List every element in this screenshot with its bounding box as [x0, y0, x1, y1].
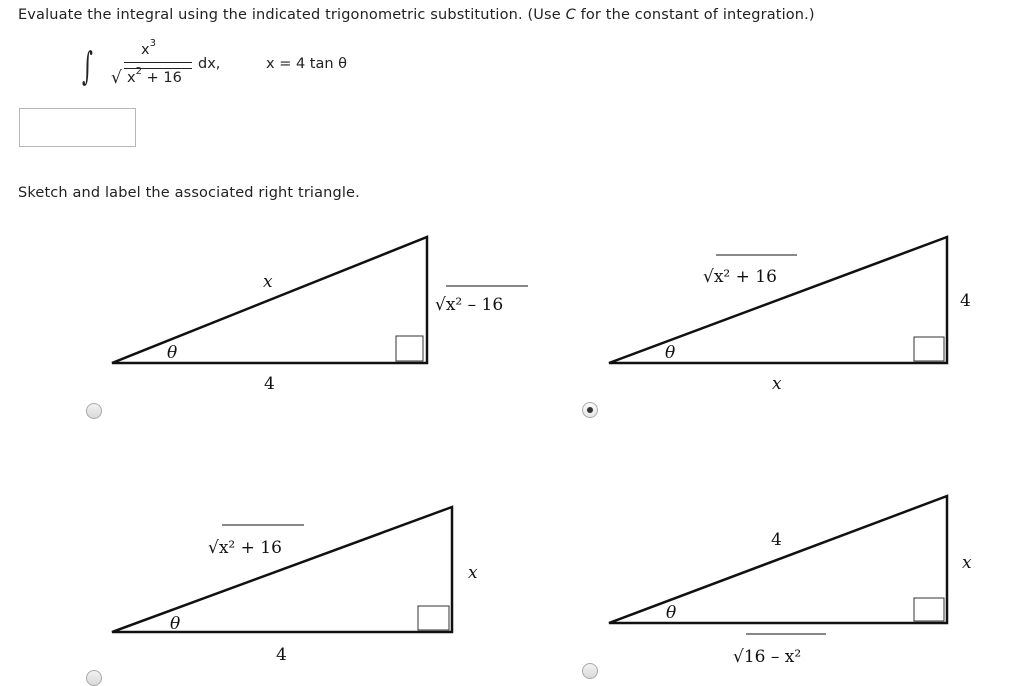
question-suffix: for the constant of integration.) — [575, 7, 815, 23]
question-prefix: Evaluate the integral using the indicated trigonometric substitution. (Use — [18, 7, 566, 23]
radio-option-4[interactable] — [582, 663, 598, 679]
option-2-base: x — [772, 374, 782, 394]
option-1-base: 4 — [264, 374, 275, 394]
radical-sign: √ — [111, 68, 122, 88]
right-angle-mark-4 — [914, 598, 944, 621]
integral-sign: ∫ — [82, 44, 93, 88]
option-2-hyp: √x² + 16 — [703, 267, 777, 287]
constant-variable: C — [565, 7, 576, 23]
triangle-4-shape — [609, 496, 947, 623]
option-1-angle: θ — [167, 343, 178, 363]
option-3-base: 4 — [276, 645, 287, 665]
option-4-base: √16 – x² — [733, 647, 802, 667]
option-4-angle: θ — [666, 603, 677, 623]
substitution: x = 4 tan θ — [266, 56, 348, 72]
sketch-prompt: Sketch and label the associated right triangle. — [18, 185, 360, 201]
differential: dx, — [198, 56, 221, 72]
option-1-vertical: √x² – 16 — [435, 295, 504, 315]
denominator: $x^2 + 16$ — [127, 66, 182, 86]
option-3-angle: θ — [170, 614, 181, 634]
numerator: $x^3$ — [141, 38, 156, 58]
option-2-vertical: 4 — [960, 291, 971, 311]
option-2-angle: θ — [665, 343, 676, 363]
option-4-hyp: 4 — [771, 530, 782, 550]
option-3-hyp: √x² + 16 — [208, 538, 282, 558]
option-3-vertical: x — [468, 563, 478, 583]
option-4-vertical: x — [962, 553, 972, 573]
option-1-hyp: x — [263, 272, 273, 292]
